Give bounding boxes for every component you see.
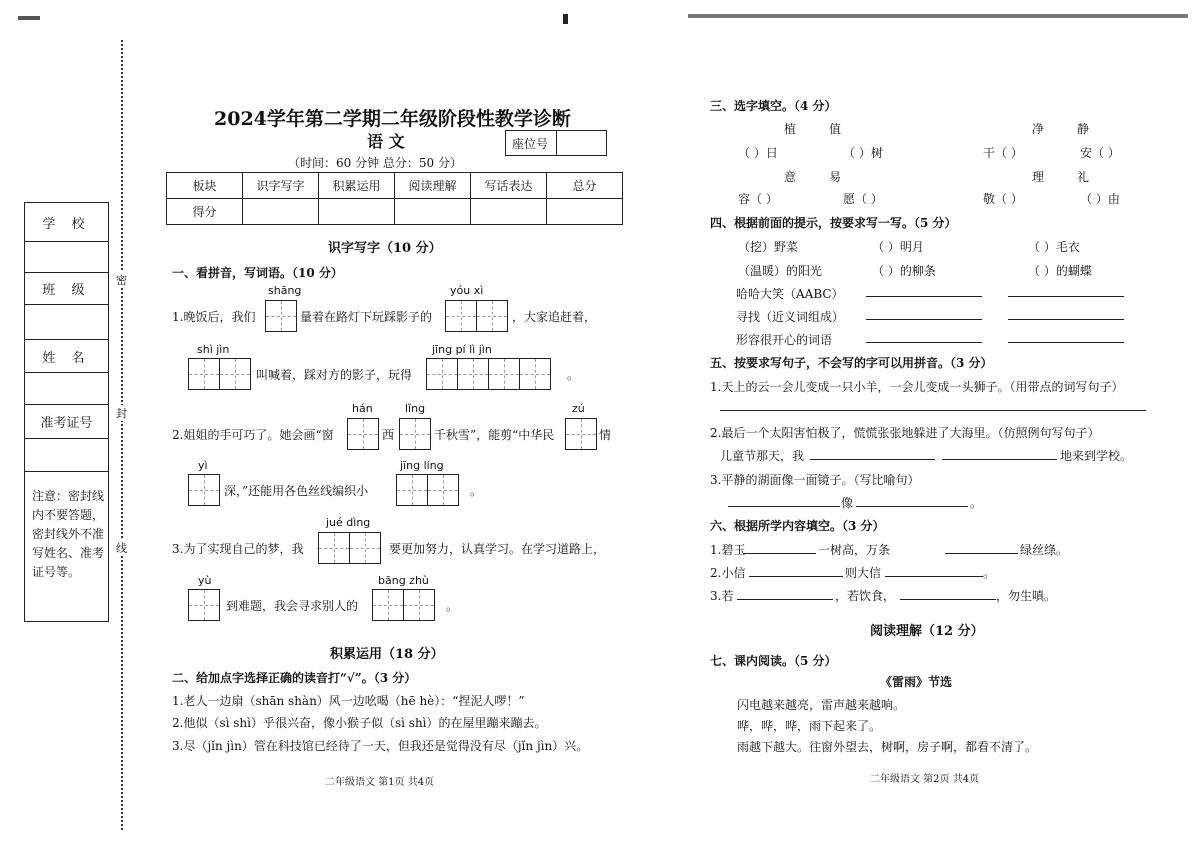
pinyin-ling: lǐng [405,402,426,415]
q1-text: 要更加努力，认真学习。在学习道路上， [389,542,606,556]
q6-text: 绿丝绦。 [1020,543,1069,557]
char-box[interactable] [188,589,220,621]
q3-title: 三、选字填空。（4 分） [710,99,837,113]
score-header: 板块 [167,173,243,199]
q3-blank[interactable]: （ ）树 [843,146,883,160]
answer-line[interactable] [866,342,982,343]
q2-item: 1.老人一边扇（shān shàn）风一边吆喝（hē hè）：“捏泥人啰！” [172,694,525,708]
answer-line[interactable] [942,459,1057,460]
q3-char: 值 [829,122,842,136]
pinyin-yi: yì [198,459,208,472]
q4-title: 四、根据前面的提示，按要求写一写。（5 分） [710,216,957,230]
answer-line[interactable] [856,506,968,507]
exam-id-field[interactable] [25,439,108,472]
answer-line[interactable] [1008,342,1124,343]
q1-text: 3.为了实现自己的梦，我 [172,542,304,556]
q3-blank[interactable]: 容（ ） [738,192,778,206]
q1-text: 。 [446,599,459,613]
score-header: 积累运用 [319,173,395,199]
pinyin-shang: shāng [268,284,302,297]
q4-item[interactable]: （ ）的蝴蝶 [1028,264,1092,278]
seal-notes: 注意：密封线内不要答题，密封线外不准写姓名、准考证号等。 [32,489,105,579]
q1-text: 2.姐姐的手可巧了。她会画“窗 [172,428,334,442]
section-accumulation-title: 积累运用（18 分） [330,647,444,662]
q3-char: 净 [1032,122,1045,136]
char-box[interactable] [188,474,220,506]
time-info: （时间：60 分钟 总分：50 分） [288,156,462,170]
school-label: 学 校 [25,203,108,242]
q5-item: 儿童节那天，我 [720,449,805,463]
q3-blank[interactable]: （ ）日 [738,146,778,160]
answer-line[interactable] [1008,296,1124,297]
subject-title: 语 文 [367,132,405,151]
name-label: 姓 名 [25,340,108,373]
page2-footer: 二年级语文 第2页 共4页 [870,774,980,785]
q1-text: 。 [567,368,580,382]
answer-line[interactable] [1008,319,1124,320]
seal-char-xian: 线 [116,542,127,555]
char-box[interactable] [396,474,459,506]
q1-text: 1.晚饭后，我们 [172,310,256,324]
q5-item: 。 [970,496,983,510]
answer-line[interactable] [885,576,983,577]
q6-text: 2.小信 [710,566,746,580]
scan-edge-right [688,14,1188,18]
q3-blank[interactable]: 干（ ） [983,146,1023,160]
q2-item: 3.尽（jǐn jìn）管在科技馆已经待了一天，但我还是觉得没有尽（jǐn jìn）兴。 [172,739,589,753]
pinyin-jingling: jīng líng [400,459,444,472]
q6-text: ，勿生嗔。 [996,589,1057,603]
q6-text: 则大信 [845,566,882,580]
class-label: 班 级 [25,273,108,305]
score-table [166,172,623,225]
q6-text: 3.若 [710,589,734,603]
scan-edge-left [18,16,40,20]
char-box[interactable] [188,358,251,390]
scan-edge-mark [563,14,568,24]
q5-item: 1.天上的云一会儿变成一只小羊，一会儿变成一头狮子。（用带点的词写句子） [710,380,1124,394]
q4-item[interactable]: （ ）毛衣 [1028,240,1080,254]
score-header: 写话表达 [471,173,547,199]
q1-text: 深，”还能用各色丝线编织小 [224,484,369,498]
exam-id-label: 准考证号 [25,405,108,439]
q5-item: 2.最后一个太阳害怕极了，慌慌张张地躲进了大海里。（仿照例句写句子） [710,426,1100,440]
passage-title: 《雷雨》节选 [880,675,953,689]
score-header: 总分 [547,173,623,199]
char-box[interactable] [265,300,297,332]
score-cell[interactable] [243,199,319,225]
q1-text: 西 [382,428,395,442]
q5-item: 像 [841,496,854,510]
q6-text: 。 [983,566,996,580]
q4-prompt: 寻找（近义词组成） [736,310,845,324]
q3-blank[interactable]: 敬（ ） [983,192,1023,206]
section-reading-title: 阅读理解（12 分） [870,624,984,639]
q6-text: ，若饮食， [835,589,896,603]
q1-text: 千秋雪”，能剪“中华民 [434,428,555,442]
answer-line[interactable] [743,553,816,554]
q3-char: 礼 [1077,170,1090,184]
q3-blank[interactable]: 安（ ） [1080,146,1120,160]
q4-item: （温暖）的阳光 [738,264,823,278]
q3-blank[interactable]: 愿（ ） [843,192,883,206]
answer-line[interactable] [749,576,843,577]
q4-item[interactable]: （ ）的柳条 [872,264,936,278]
pinyin-jingpilijin: jīng pí lì jìn [432,343,492,356]
exam-title: 2024学年第二学期二年级阶段性教学诊断 [214,108,571,130]
q5-item: 3.平静的湖面像一面镜子。（写比喻句） [710,473,920,487]
q1-title: 一、看拼音，写词语。（10 分） [172,266,343,280]
answer-line[interactable] [866,296,982,297]
q1-text: ，大家追赶着， [512,310,597,324]
q1-text: 量着在路灯下玩踩影子的 [300,310,433,324]
pinyin-han: hán [352,402,373,415]
school-field[interactable] [25,242,108,273]
section-literacy-title: 识字写字（10 分） [328,241,442,256]
class-field[interactable] [25,305,108,340]
score-cell[interactable] [471,199,547,225]
seat-number-box[interactable] [505,130,607,156]
q1-text: 叫喊着，踩对方的影子，玩得 [256,368,413,382]
q6-title: 六、根据所学内容填空。（3 分） [710,519,885,533]
q3-char: 易 [829,170,842,184]
page1-footer: 二年级语文 第1页 共4页 [325,777,435,788]
answer-line[interactable] [866,319,982,320]
answer-line[interactable] [737,599,833,600]
q2-item: 2.他似（sì shì）乎很兴奋，像小猴子似（sì shì）的在屋里蹦来蹦去。 [172,716,547,730]
pinyin-bangzhu: bāng zhù [378,574,429,587]
q4-item[interactable]: （ ）明月 [872,240,924,254]
score-header: 阅读理解 [395,173,471,199]
score-row-label: 得分 [167,199,243,225]
char-box[interactable] [318,532,381,564]
char-box[interactable] [565,418,597,450]
answer-line[interactable] [728,506,840,507]
answer-line[interactable] [810,459,935,460]
q6-text: 1.碧玉 [710,543,746,557]
char-box[interactable] [445,300,508,332]
seal-line [121,40,123,830]
q1-text: 到难题，我会寻求别人的 [226,599,359,613]
seal-char-mi: 密 [116,274,127,287]
q4-prompt: 哈哈大笑（AABC） [736,287,844,301]
q2-title: 二、给加点字选择正确的读音打“√”。（3 分） [172,671,417,685]
passage-line: 闪电越来越亮，雷声越来越响。 [737,698,906,712]
q1-text: 。 [470,484,483,498]
pinyin-yu: yù [198,574,212,587]
q5-item: 地来到学校。 [1060,449,1133,463]
q3-char: 意 [784,170,797,184]
seat-number-label: 座位号 [512,137,549,151]
score-header: 识字写字 [243,173,319,199]
answer-line[interactable] [900,599,996,600]
score-cell[interactable] [395,199,471,225]
seal-char-feng: 封 [116,407,127,420]
q1-text: 情 [599,428,612,442]
answer-line[interactable] [720,410,1146,411]
q7-title: 七、课内阅读。（5 分） [710,654,837,668]
passage-line: 雨越下越大。往窗外望去，树啊，房子啊，都看不清了。 [737,740,1038,754]
pinyin-youxi: yóu xì [450,284,484,297]
score-cell[interactable] [547,199,623,225]
q3-char: 静 [1077,122,1090,136]
char-box[interactable] [372,589,435,621]
pinyin-zu: zú [572,402,585,415]
pinyin-shijin: shì jìn [197,343,230,356]
char-box[interactable] [426,358,551,390]
passage-line: 哗，哗，哗，雨下起来了。 [737,719,882,733]
name-field[interactable] [25,373,108,405]
char-box[interactable] [347,418,379,450]
q4-prompt: 形容很开心的词语 [736,333,833,347]
q6-text: 一树高，万条 [818,543,891,557]
q3-blank[interactable]: （ ）由 [1080,192,1120,206]
q5-title: 五、按要求写句子，不会写的字可以用拼音。（3 分） [710,356,993,370]
q3-char: 理 [1032,170,1045,184]
q4-item: （挖）野菜 [738,240,799,254]
answer-line[interactable] [945,553,1018,554]
score-cell[interactable] [319,199,395,225]
q3-char: 植 [784,122,797,136]
pinyin-jueding: jué dìng [326,516,371,529]
char-box[interactable] [399,418,431,450]
